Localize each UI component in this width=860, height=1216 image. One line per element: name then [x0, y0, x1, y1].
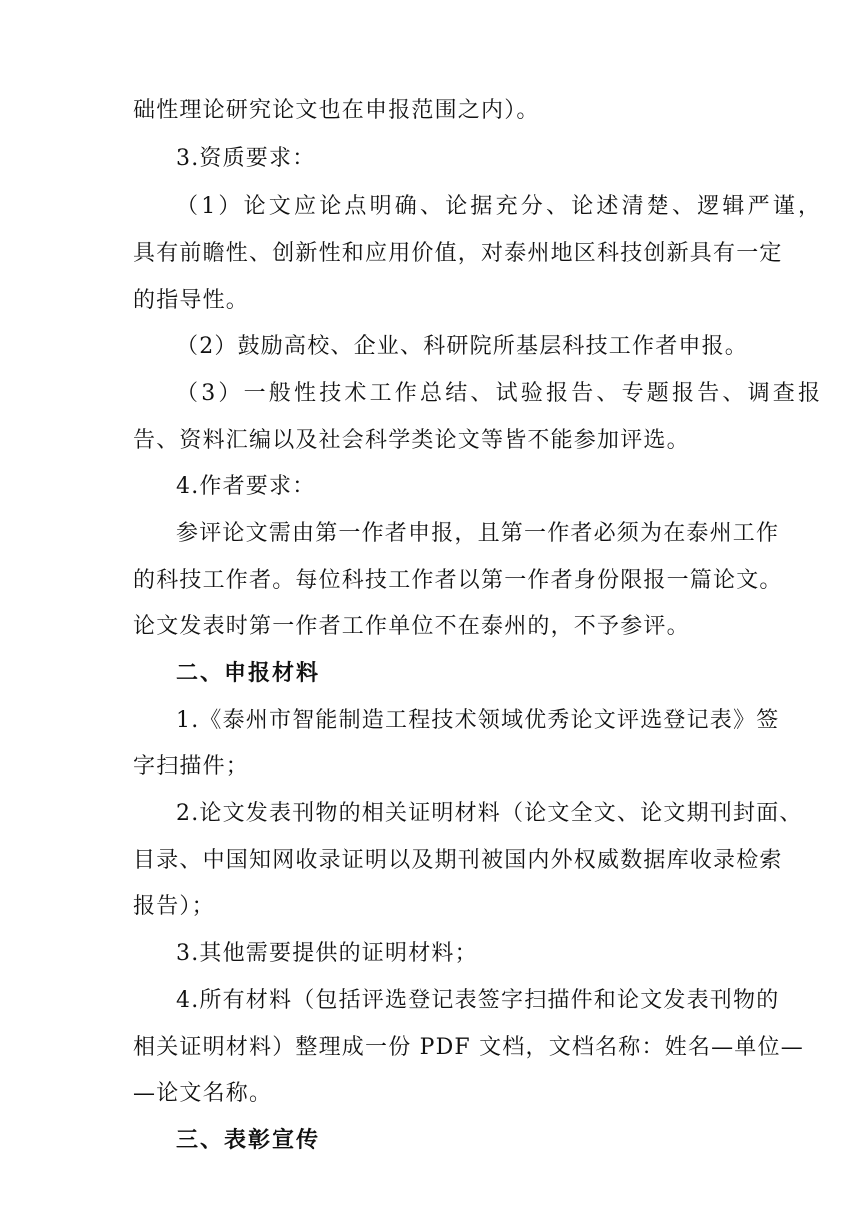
text-line: 的指导性。: [133, 288, 250, 313]
text-line: 目录、中国知网收录证明以及期刊被国内外权威数据库收录检索: [133, 848, 783, 873]
text-line: 参评论文需由第一作者申报，且第一作者必须为在泰州工作: [176, 521, 780, 546]
text-line: —论文名称。: [133, 1081, 273, 1106]
text-line: 4.所有材料（包括评选登记表签字扫描件和论文发表刊物的: [176, 988, 780, 1013]
text-line: 础性理论研究论文也在申报范围之内）。: [133, 98, 540, 123]
text-line: 字扫描件；: [133, 754, 250, 779]
text-line: 的科技工作者。每位科技工作者以第一作者身份限报一篇论文。: [133, 568, 783, 593]
text-line: 告、资料汇编以及社会科学类论文等皆不能参加评选。: [133, 428, 690, 453]
text-line: 报告）；: [133, 894, 215, 919]
text-line: （1）论文应论点明确、论据充分、论述清楚、逻辑严谨，: [176, 194, 824, 219]
subheading-qualification: 3.资质要求：: [176, 146, 316, 171]
section-heading-materials: 二、申报材料: [176, 661, 321, 686]
text-line: 3.其他需要提供的证明材料；: [176, 941, 478, 966]
text-line: 2.论文发表刊物的相关证明材料（论文全文、论文期刊封面、: [176, 801, 803, 826]
section-heading-commendation: 三、表彰宣传: [176, 1128, 321, 1153]
text-line: （3）一般性技术工作总结、试验报告、专题报告、调查报: [176, 381, 824, 406]
text-line: 具有前瞻性、创新性和应用价值，对泰州地区科技创新具有一定: [133, 241, 783, 266]
subheading-author: 4.作者要求：: [176, 474, 316, 499]
text-line: （2）鼓励高校、企业、科研院所基层科技工作者申报。: [176, 334, 748, 359]
text-line: 1.《泰州市智能制造工程技术领域优秀论文评选登记表》签: [176, 708, 780, 733]
text-line: 相关证明材料）整理成一份 PDF 文档，文档名称：姓名—单位—: [133, 1035, 804, 1060]
text-line: 论文发表时第一作者工作单位不在泰州的，不予参评。: [133, 614, 690, 639]
